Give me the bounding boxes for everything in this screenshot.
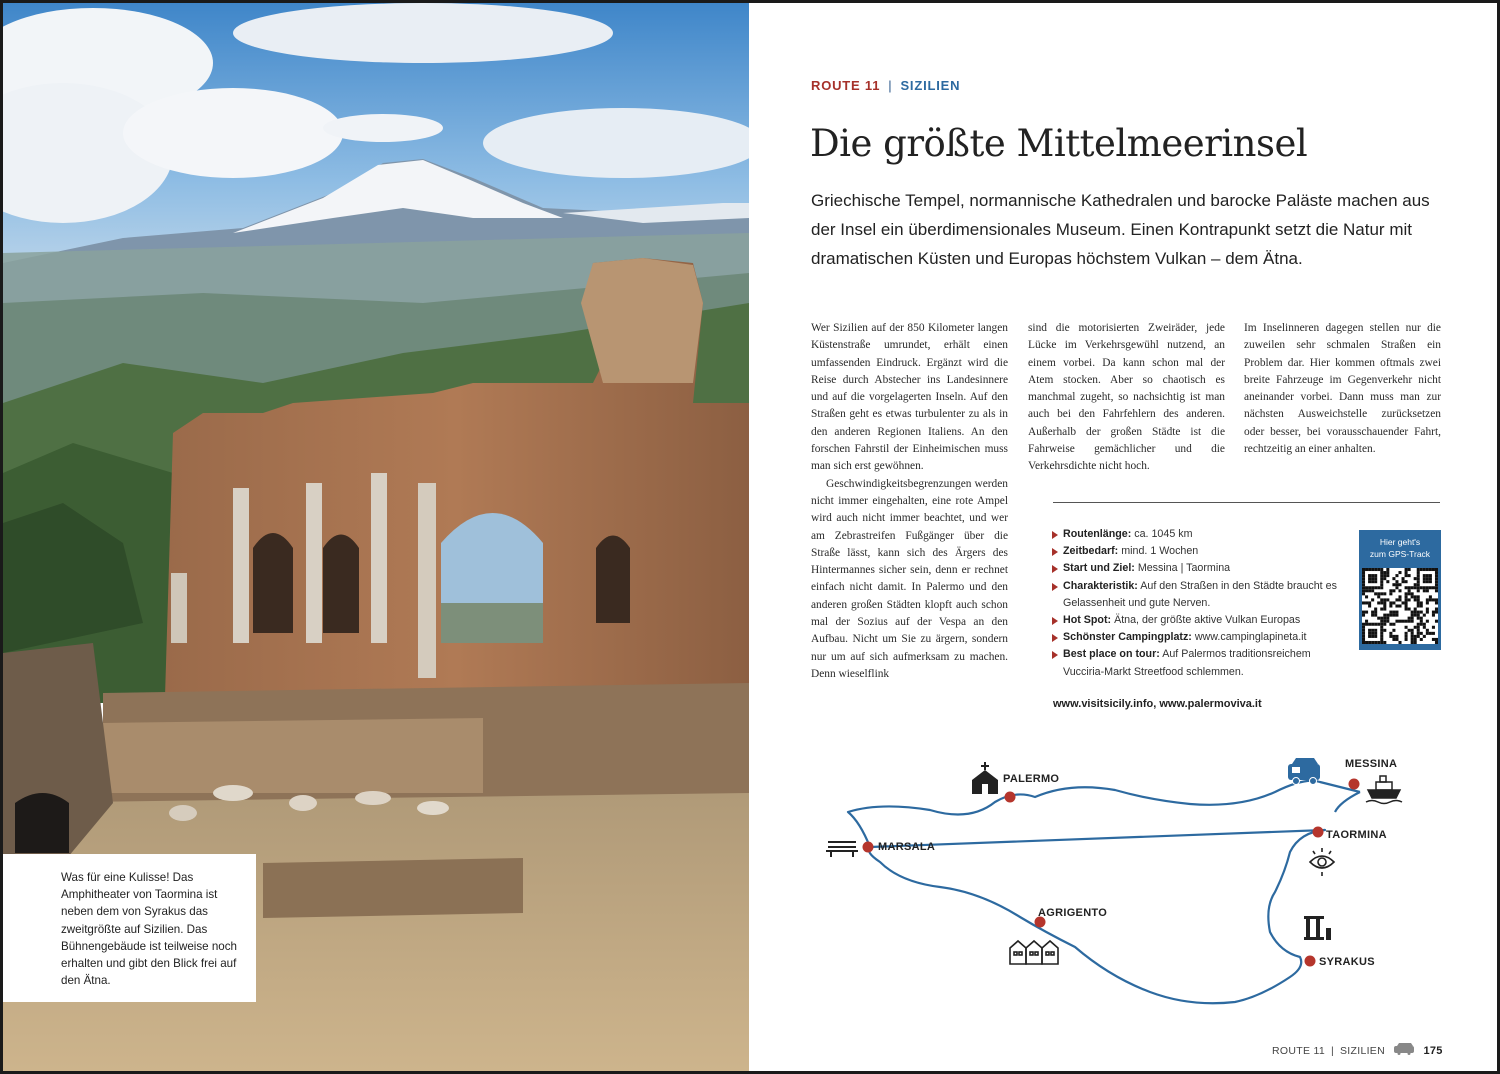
route-facts-list xyxy=(1051,526,1351,681)
church-icon xyxy=(972,762,998,794)
page-title: Die größte Mittelmeerinsel xyxy=(810,122,1308,165)
body-paragraph: sind die motorisierten Zweiräder, jede Lücke im Verkehrsgewühl nutzend, an einem vorbei. Da kann schon mal der Atem stocken. Aber so chaotisch es manchmal zugeht, so nachsichtig ist man auch bei den Fahrfehlern des anderen. Außerhalb der großen Städte ist die Fahrweise gemächlicher und die Verkehrsdichte nicht hoch. xyxy=(1028,322,1225,473)
fact-item: Hot Spot: Ätna, der größte aktive Vulkan Europas xyxy=(1051,612,1351,629)
ship-icon xyxy=(1366,776,1402,804)
bullet-triangle-icon xyxy=(1052,548,1058,556)
map-label-taormina: TAORMINA xyxy=(1326,829,1387,841)
body-paragraph: Geschwindigkeitsbegrenzungen werden nicht immer eingehalten, eine rote Ampel wird auch nicht immer beachtet, und wer am Zebrastreifen Fußgänger über die Straße lässt, kann sich des Ärgers des Hintermannes sicher sein, denn er rechnet einfach nicht damit. In Palermo und den anderen großen Städten klopft auch schon mal der Sozius auf der Vespa an den Aufbau. Nicht um Sie zu ärgern, sondern nur um auf sich aufmerksam zu machen. Denn wieselflink xyxy=(811,477,1008,680)
map-label-syrakus: SYRAKUS xyxy=(1319,956,1375,968)
body-column-1 xyxy=(811,320,1008,683)
map-dot-taormina xyxy=(1313,827,1324,838)
footer-separator: | xyxy=(1330,1045,1334,1057)
fact-item: Zeitbedarf: mind. 1 Wochen xyxy=(1051,543,1351,560)
photo-caption: Was für eine Kulisse! Das Amphitheater von Taormina ist neben dem von Syrakus das zweitgrößte auf Sizilien. Das Bühnengebäude ist teilweise noch erhalten und gibt den Blick frei auf den Ätna. xyxy=(3,854,256,1002)
info-divider xyxy=(1053,502,1440,503)
bullet-triangle-icon xyxy=(1052,634,1058,642)
map-dot-syrakus xyxy=(1305,956,1316,967)
route-map xyxy=(820,752,1420,1042)
footer-region: SIZILIEN xyxy=(1340,1045,1385,1057)
lead-paragraph: Griechische Tempel, normannische Kathedralen und barocke Paläste machen aus der Insel ein überdimensionales Museum. Einen Kontrapunkt setzt die Natur mit dramatischen Küsten und Europas höchstem Vulkan – dem Ätna. xyxy=(811,191,1430,268)
page-footer xyxy=(1272,1043,1443,1057)
body-column-2 xyxy=(1028,320,1225,476)
page-number: 175 xyxy=(1423,1045,1443,1057)
bench-icon xyxy=(826,842,858,857)
bullet-triangle-icon xyxy=(1052,565,1058,573)
map-label-messina: MESSINA xyxy=(1345,758,1398,770)
gps-track-box[interactable] xyxy=(1359,530,1441,650)
houses-icon xyxy=(1010,941,1058,964)
fact-item: Start und Ziel: Messina | Taormina xyxy=(1051,560,1351,577)
map-dot-messina xyxy=(1349,779,1360,790)
map-dot-palermo xyxy=(1005,792,1016,803)
map-label-marsala: MARSALA xyxy=(878,841,936,853)
map-label-agrigento: AGRIGENTO xyxy=(1038,907,1108,919)
fact-item: Charakteristik: Auf den Straßen in den Städte braucht es Gelassenheit und gute Nerven. xyxy=(1051,578,1351,612)
fact-item: Schönster Campingplatz: www.campinglapineta.it xyxy=(1051,629,1351,646)
bullet-triangle-icon xyxy=(1052,617,1058,625)
gps-label: Hier geht's zum GPS-Track xyxy=(1369,537,1431,559)
camper-van-icon xyxy=(1394,1043,1416,1055)
qr-code-icon[interactable] xyxy=(1362,568,1438,644)
body-paragraph: Im Inselinneren dagegen stellen nur die zuweilen sehr schmalen Straßen ein Problem dar. Hier kommen oftmals zwei breite Fahrzeuge im Gegenverkehr nicht aneinander vorbei. Dann muss man zur nächsten Ausweichstelle zurücksetzen oder besser, bei vorausschauender Fahrt, rechtzeitig an einer anhalten. xyxy=(1244,322,1441,456)
temple-columns-icon xyxy=(1304,916,1331,940)
section-kicker xyxy=(811,78,960,93)
bullet-triangle-icon xyxy=(1052,651,1058,659)
kicker-region: SIZILIEN xyxy=(900,78,961,93)
bullet-triangle-icon xyxy=(1052,583,1058,591)
web-links[interactable]: www.visitsicily.info, www.palermoviva.it xyxy=(1053,698,1262,710)
bullet-triangle-icon xyxy=(1052,531,1058,539)
map-label-palermo: PALERMO xyxy=(1003,773,1060,785)
footer-route: ROUTE 11 xyxy=(1272,1045,1325,1057)
fact-item: Routenlänge: ca. 1045 km xyxy=(1051,526,1351,543)
body-column-3 xyxy=(1244,320,1441,458)
kicker-separator: | xyxy=(888,78,893,93)
kicker-route: ROUTE 11 xyxy=(811,78,881,93)
map-dot-marsala xyxy=(863,842,874,853)
fact-item: Best place on tour: Auf Palermos traditionsreichem Vucciria-Markt Streetfood schlemmen. xyxy=(1051,646,1351,680)
body-paragraph: Wer Sizilien auf der 850 Kilometer langen Küstenstraße umrundet, erhält einen umfassenden Eindruck. Ergänzt wird die Reise durch Abstecher ins Landesinnere und auf die vorgelagerten Inseln. Auf den Straßen geht es etwas turbulenter zu als in den anderen Regionen Italiens. An den forschen Fahrstil der Einheimischen muss man sich erst gewöhnen. xyxy=(811,322,1008,473)
eye-icon xyxy=(1310,848,1334,876)
route-line xyxy=(848,781,1360,1004)
